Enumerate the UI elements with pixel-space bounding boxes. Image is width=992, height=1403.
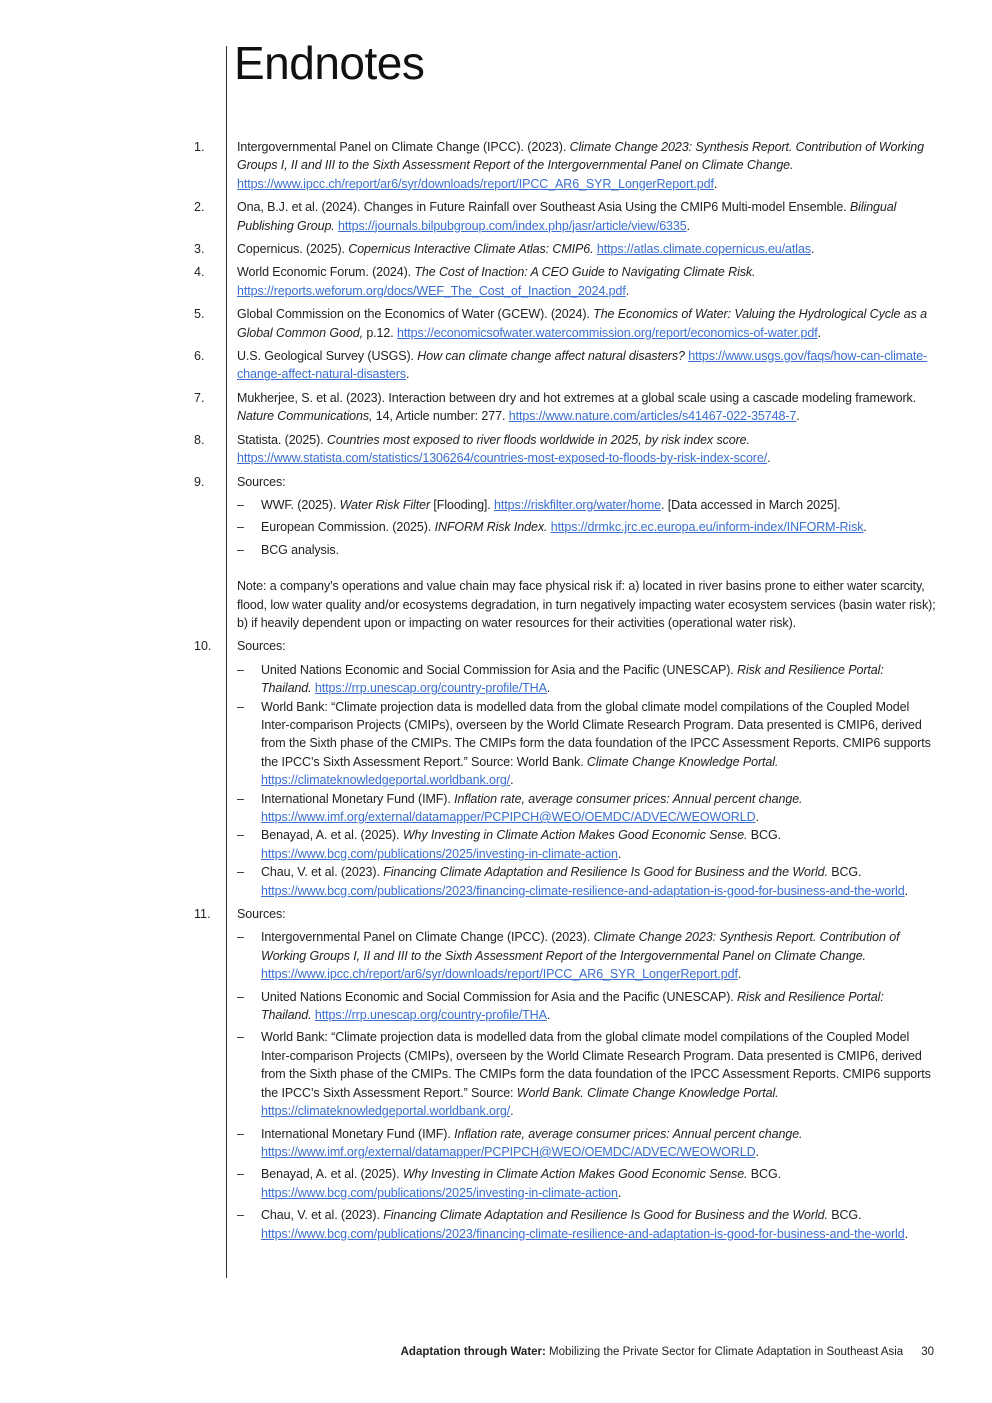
citation-text: United Nations Economic and Social Commission for Asia and the Pacific (UNESCAP).: [261, 662, 738, 677]
source-text: [261, 928, 937, 983]
citation-text: .: [510, 773, 514, 788]
citation-link[interactable]: https://climateknowledgeportal.worldbank.org/: [261, 1104, 511, 1119]
citation-title: Water Risk Filter: [339, 497, 431, 512]
citation-link[interactable]: https://www.bcg.com/publications/2023/financing-climate-resilience-and-adaptation-is-good-for-business-and-the-world: [261, 1226, 905, 1241]
endnote-11: [0, 905, 992, 1243]
citation-link[interactable]: https://www.usgs.gov/faqs/how-can-climate-change-affect-natural-disasters: [237, 349, 928, 382]
bullet-dash: –: [237, 1208, 244, 1223]
citation-text: .: [405, 367, 410, 382]
bullet-dash: –: [237, 1126, 244, 1141]
source-text: [261, 698, 937, 790]
endnote-10: [0, 637, 992, 900]
citation-text: .: [546, 1008, 551, 1023]
endnote-number: 8.: [194, 432, 205, 447]
bullet-dash: –: [237, 699, 244, 714]
citation-text: .: [767, 451, 771, 466]
citation-text: .: [755, 810, 759, 824]
endnote-number: 9.: [194, 474, 205, 489]
citation-link[interactable]: https://www.ipcc.ch/report/ar6/syr/downloads/report/IPCC_AR6_SYR_LongerReport.pdf: [261, 967, 738, 982]
citation-text: .: [863, 520, 867, 535]
page-footer: [401, 1346, 934, 1358]
endnote-9: [0, 473, 992, 633]
citation-text: 14, Article number: 277.: [372, 409, 509, 424]
citation-text: BCG.: [827, 1208, 862, 1223]
bullet-dash: –: [237, 791, 244, 806]
footer-title: [401, 1346, 904, 1358]
endnote-text: [237, 431, 937, 468]
source-item: [0, 496, 992, 514]
citation-title: Inflation rate, average consumer prices: Annual percent change.: [454, 1126, 803, 1141]
citation-title: Copernicus Interactive Climate Atlas: CMIP6.: [348, 242, 594, 257]
bullet-dash: –: [237, 989, 244, 1004]
citation-text: BCG.: [827, 865, 862, 880]
source-text: [261, 826, 937, 863]
citation-text: .: [817, 325, 821, 340]
citation-text: Global Commission on the Economics of Water (GCEW). (2024).: [237, 307, 594, 322]
citation-link[interactable]: https://www.bcg.com/publications/2023/financing-climate-resilience-and-adaptation-is-good-for-business-and-the-world: [261, 883, 905, 898]
source-text: [261, 541, 937, 559]
footer-title-bold: Adaptation through Water:: [400, 1346, 546, 1358]
citation-text: .: [904, 883, 908, 898]
source-item: [0, 928, 992, 983]
endnote-number: 5.: [194, 307, 205, 322]
citation-text: .: [617, 846, 622, 861]
bullet-dash: –: [237, 520, 244, 535]
source-item: [0, 863, 992, 900]
citation-text: Intergovernmental Panel on Climate Change (IPCC). (2023).: [261, 930, 594, 945]
source-text: [261, 1028, 937, 1120]
sources-heading: Sources:: [237, 907, 286, 922]
citation-title: Inflation rate, average consumer prices: Annual percent change.: [454, 791, 803, 806]
endnotes-list: [0, 138, 992, 1248]
citation-text: p.12.: [362, 325, 398, 340]
citation-text: .: [904, 1226, 908, 1241]
citation-link[interactable]: https://drmkc.jrc.ec.europa.eu/inform-index/INFORM-Risk: [550, 520, 864, 535]
citation-link[interactable]: https://www.nature.com/articles/s41467-022-35748-7: [508, 409, 797, 424]
endnote-1: [0, 138, 992, 193]
source-text: [261, 518, 937, 536]
source-item: [0, 661, 992, 698]
source-item: [0, 1206, 992, 1243]
endnote-number: 10.: [194, 639, 212, 654]
citation-text: .: [737, 967, 742, 982]
citation-link[interactable]: https://reports.weforum.org/docs/WEF_The_Cost_of_Inaction_2024.pdf: [237, 283, 626, 298]
endnote-number: 6.: [194, 349, 205, 364]
citation-text: Ona, B.J. et al. (2024). Changes in Future Rainfall over Southeast Asia Using the CMIP6 Multi-model Ensemble.: [237, 200, 850, 215]
source-text: [261, 661, 937, 698]
citation-title: Risk and Resilience Portal: Thailand.: [261, 989, 884, 1023]
citation-link[interactable]: https://climateknowledgeportal.worldbank.org/: [261, 773, 511, 788]
citation-title: Countries most exposed to river floods worldwide in 2025, by risk index score.: [326, 432, 750, 447]
citation-link[interactable]: https://www.imf.org/external/datamapper/PCPIPCH@WEO/OEMDC/ADVEC/WEOWORLD: [261, 810, 756, 824]
citation-text: .: [625, 283, 630, 298]
citation-text: .: [796, 409, 800, 424]
citation-link[interactable]: https://www.bcg.com/publications/2025/investing-in-climate-action: [261, 846, 618, 861]
source-item: [0, 1165, 992, 1202]
citation-text: Benayad, A. et al. (2025).: [261, 1167, 403, 1182]
endnote-number: 7.: [194, 390, 205, 405]
endnote-number: 1.: [194, 140, 205, 154]
citation-title: How can climate change affect natural disasters?: [417, 349, 685, 364]
citation-link[interactable]: https://economicsofwater.watercommission.org/report/economics-of-water.pdf: [397, 325, 818, 340]
citation-title: Climate Change 2023: Synthesis Report. Contribution of Working Groups I, II and III to the Sixth Assessment Report of the Intergovernmental Panel on Climate Change.: [261, 930, 900, 963]
source-text: [261, 496, 937, 514]
citation-title: Climate Change Knowledge Portal.: [586, 754, 779, 769]
endnote-number: 3.: [194, 242, 205, 257]
citation-title: Financing Climate Adaptation and Resilience Is Good for Business and the World.: [383, 1208, 828, 1223]
citation-title: The Cost of Inaction: A CEO Guide to Navigating Climate Risk.: [414, 265, 756, 280]
citation-text: [Flooding].: [430, 497, 495, 512]
citation-text: Statista. (2025).: [237, 432, 327, 447]
citation-title: Risk and Resilience Portal: Thailand.: [261, 662, 884, 696]
source-text: [261, 1165, 937, 1202]
citation-title: The Economics of Water: Valuing the Hydrological Cycle as a Global Common Good,: [237, 307, 927, 340]
source-item: [0, 790, 992, 827]
citation-title: Nature Communications,: [237, 409, 373, 424]
source-item: [0, 826, 992, 863]
citation-text: European Commission. (2025).: [261, 520, 435, 535]
endnote-text: [237, 240, 937, 258]
citation-text: BCG analysis.: [261, 542, 339, 557]
endnote-2: [0, 198, 992, 235]
citation-text: .: [713, 176, 718, 191]
endnote-number: 11.: [194, 907, 211, 922]
bullet-dash: –: [237, 1167, 244, 1182]
citation-text: Intergovernmental Panel on Climate Change (IPCC). (2023).: [237, 140, 570, 154]
citation-link[interactable]: https://riskfilter.org/water/home: [494, 497, 661, 512]
endnote-8: [0, 431, 992, 468]
endnote-text: [237, 305, 937, 342]
source-item: [0, 518, 992, 536]
citation-text: Chau, V. et al. (2023).: [261, 865, 384, 880]
page-title: Endnotes: [234, 37, 425, 89]
citation-title: Bilingual Publishing Group.: [237, 200, 897, 233]
citation-text: World Bank: “Climate projection data is modelled data from the global climate model compilations of the Coupled Model Inter-comparison Projects (CMIPs), overseen by the World Climate Research Program. Data presented is CMIP6, derived from the Sixth phase of the CMIPs. The CMIPs form the data foundation of the IPCC Assessment Reports. CMIP6 supports the IPCC’s Sixth Assessment Report.” Source:: [261, 1030, 931, 1100]
source-item: [0, 1028, 992, 1120]
endnote-6: [0, 347, 992, 384]
citation-link[interactable]: https://www.bcg.com/publications/2025/investing-in-climate-action: [261, 1185, 618, 1200]
bullet-dash: –: [237, 865, 244, 880]
endnote-7: [0, 389, 992, 426]
source-item: [0, 1125, 992, 1162]
citation-text: .: [755, 1144, 759, 1159]
sources-heading: Sources:: [237, 474, 286, 489]
source-item: [0, 698, 992, 790]
endnote-text: [237, 347, 937, 384]
citation-text: U.S. Geological Survey (USGS).: [237, 349, 418, 364]
citation-title: Climate Change 2023: Synthesis Report. Contribution of Working Groups I, II and III to the Sixth Assessment Report of the Intergovernmental Panel on Climate Change.: [237, 140, 924, 173]
source-text: [261, 863, 937, 900]
citation-text: Chau, V. et al. (2023).: [261, 1208, 384, 1223]
citation-text: Copernicus. (2025).: [237, 242, 349, 257]
source-item: [0, 541, 992, 559]
source-text: [261, 988, 937, 1025]
source-text: [261, 1125, 937, 1162]
page-number: 30: [921, 1346, 934, 1358]
source-text: [261, 790, 937, 827]
citation-text: Mukherjee, S. et al. (2023). Interaction between dry and hot extremes at a global scale using a cascade modeling framework.: [237, 390, 917, 405]
bullet-dash: –: [237, 497, 244, 512]
citation-text: .: [686, 218, 690, 233]
endnote-3: [0, 240, 992, 258]
citation-text: .: [546, 681, 551, 696]
endnote-5: [0, 305, 992, 342]
citation-text: World Economic Forum. (2024).: [237, 265, 415, 280]
footer-title-rest: Mobilizing the Private Sector for Climate Adaptation in Southeast Asia: [545, 1346, 904, 1358]
citation-text: . [Data accessed in March 2025].: [660, 497, 841, 512]
citation-text: BCG.: [747, 1167, 781, 1182]
bullet-dash: –: [237, 662, 244, 677]
citation-text: United Nations Economic and Social Commission for Asia and the Pacific (UNESCAP).: [261, 989, 738, 1004]
citation-title: Financing Climate Adaptation and Resilience Is Good for Business and the World.: [383, 865, 828, 880]
endnote-4: [0, 263, 992, 300]
bullet-dash: –: [237, 828, 244, 843]
citation-title: INFORM Risk Index.: [434, 520, 548, 535]
citation-title: Why Investing in Climate Action Makes Good Economic Sense.: [402, 828, 748, 843]
citation-title: Why Investing in Climate Action Makes Good Economic Sense.: [402, 1167, 748, 1182]
citation-link[interactable]: https://atlas.climate.copernicus.eu/atlas: [596, 242, 811, 257]
citation-link[interactable]: https://rrp.unescap.org/country-profile/THA: [314, 681, 547, 696]
sources-heading: Sources:: [237, 639, 286, 654]
endnote-text: [237, 198, 937, 235]
citation-text: WWF. (2025).: [261, 497, 340, 512]
endnote-text: [237, 389, 937, 426]
bullet-dash: –: [237, 542, 244, 557]
citation-text: .: [617, 1185, 622, 1200]
citation-title: World Bank. Climate Change Knowledge Portal.: [516, 1085, 779, 1100]
citation-link[interactable]: https://www.statista.com/statistics/1306264/countries-most-exposed-to-floods-by-risk-index-score/: [237, 451, 768, 466]
endnote-text: [237, 138, 937, 193]
bullet-dash: –: [237, 930, 244, 945]
source-text: [261, 1206, 937, 1243]
endnote-number: 2.: [194, 200, 205, 215]
endnote-number: 4.: [194, 265, 205, 280]
citation-text: .: [810, 242, 815, 257]
citation-link[interactable]: https://www.ipcc.ch/report/ar6/syr/downloads/report/IPCC_AR6_SYR_LongerReport.pdf: [237, 176, 714, 191]
citation-text: International Monetary Fund (IMF).: [261, 1126, 455, 1141]
citation-text: BCG.: [747, 828, 781, 843]
citation-text: World Bank: “Climate projection data is modelled data from the global climate model compilations of the Coupled Model Inter-comparison Projects (CMIPs), overseen by the World Climate Research Program. Data presented is CMIP6, derived from the Sixth phase of the CMIPs. The CMIPs form the data foundation of the IPCC Assessment Reports. CMIP6 supports the IPCC’s Sixth Assessment Report.” Source: World Bank.: [261, 699, 931, 769]
citation-link[interactable]: https://journals.bilpubgroup.com/index.php/jasr/article/view/6335: [338, 218, 687, 233]
source-item: [0, 988, 992, 1025]
citation-text: Benayad, A. et al. (2025).: [261, 828, 403, 843]
citation-link[interactable]: https://www.imf.org/external/datamapper/PCPIPCH@WEO/OEMDC/ADVEC/WEOWORLD: [261, 1144, 756, 1159]
endnote-text: [237, 263, 937, 300]
endnote-note: Note: a company’s operations and value chain may face physical risk if: a) located in river basins prone to either water scarcity, flood, low water quality and/or ecosystems degradation, in turn negatively impacting water ecosystem services (basin water risk); b) if heavily dependent upon or impacting on water resources for their activities (operational water risk).: [237, 579, 936, 630]
citation-text: International Monetary Fund (IMF).: [261, 791, 455, 806]
citation-link[interactable]: https://rrp.unescap.org/country-profile/THA: [314, 1008, 547, 1023]
citation-text: .: [510, 1104, 514, 1119]
bullet-dash: –: [237, 1030, 244, 1045]
